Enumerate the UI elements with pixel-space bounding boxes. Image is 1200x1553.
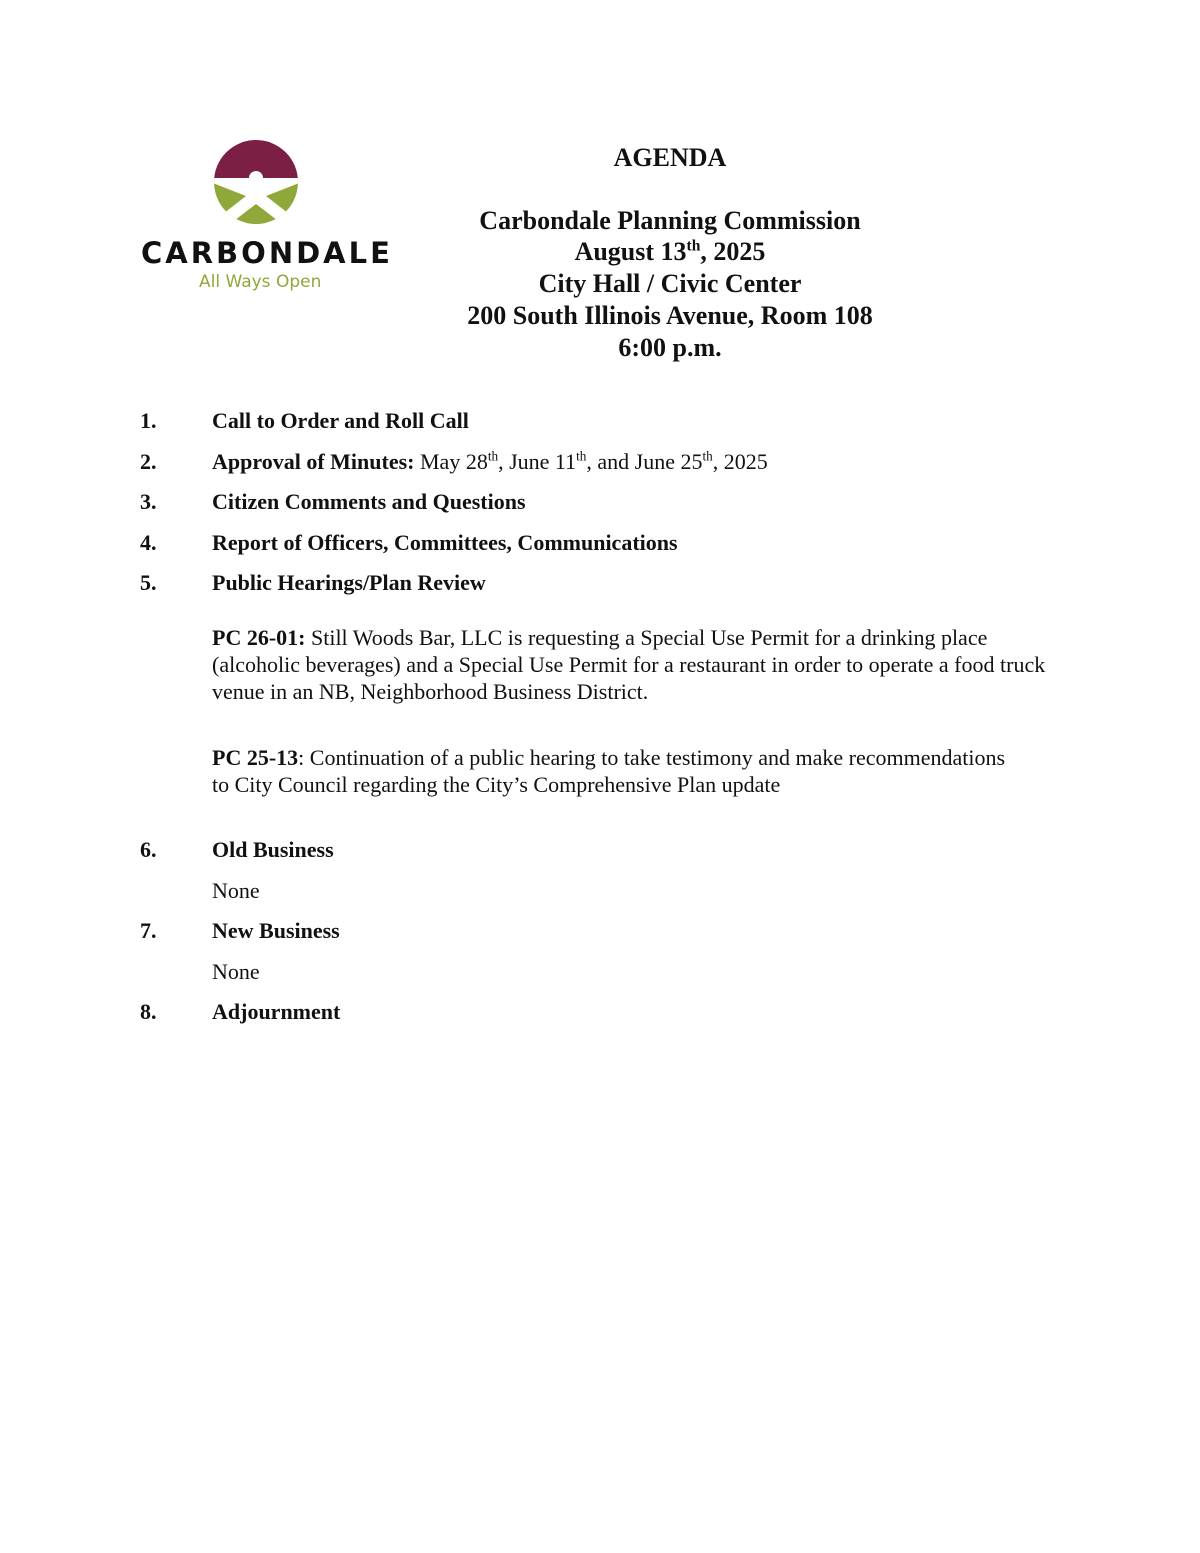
page-title: AGENDA <box>613 143 727 172</box>
address: 200 South Illinois Avenue, Room 108 <box>467 301 873 330</box>
organization: Carbondale Planning Commission <box>479 206 861 235</box>
logo-wordmark: CARBONDALE <box>141 236 393 270</box>
venue: City Hall / Civic Center <box>538 269 802 298</box>
logo-tagline: All Ways Open <box>199 272 322 292</box>
meeting-time: 6:00 p.m. <box>618 333 722 362</box>
hearing-item: PC 25-13: Continuation of a public hearing to take testimony and make recommendations to City Council regarding the City’s Comprehensive Plan update <box>212 745 1006 797</box>
meeting-date: August 13th, 2025 <box>574 237 766 266</box>
hearing-item: PC 26-01: Still Woods Bar, LLC is requesting a Special Use Permit for a drinking place (alcoholic beverages) and a Special Use Permit for a restaurant in order to operate a food truck venue in an NB, Neighborhood Business District. <box>212 625 1046 704</box>
